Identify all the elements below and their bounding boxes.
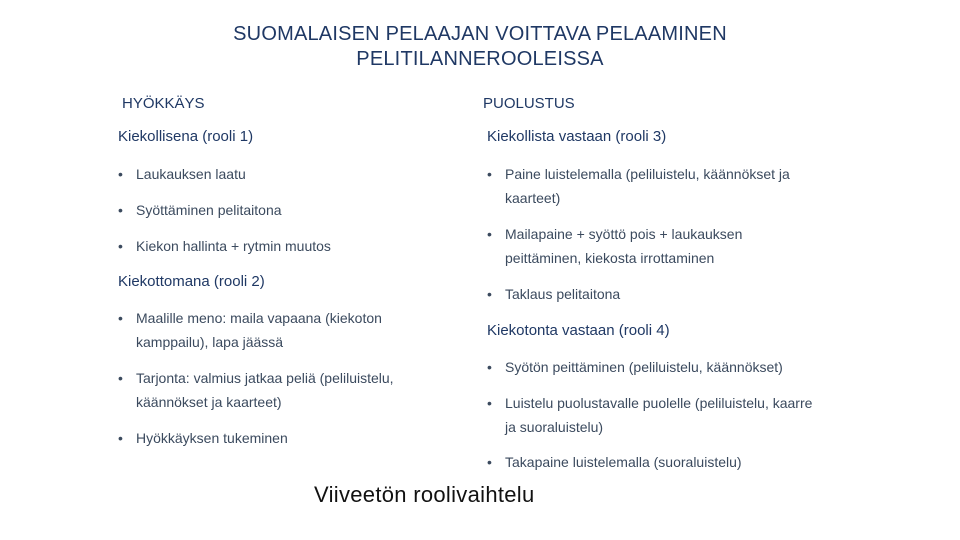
bullet-text: Paine luistelemalla (peliluistelu, käännökset ja kaarteet) bbox=[505, 166, 790, 206]
bullet-dot: • bbox=[487, 226, 492, 242]
bullet-text: Syöttäminen pelitaitona bbox=[136, 202, 282, 218]
list-item bbox=[487, 162, 842, 210]
bullet-dot: • bbox=[487, 286, 492, 302]
list-item bbox=[487, 391, 827, 439]
role-2-label: Kiekottomana (rooli 2) bbox=[118, 273, 265, 290]
role-3-label: Kiekollista vastaan (rooli 3) bbox=[487, 128, 667, 145]
list-item bbox=[118, 366, 448, 414]
bullet-text: Hyökkäyksen tukeminen bbox=[136, 430, 288, 446]
bullet-text: Mailapaine + syöttö pois + laukauksen peittäminen, kiekosta irrottaminen bbox=[505, 226, 743, 266]
bullet-dot: • bbox=[487, 395, 492, 411]
title-line-1: SUOMALAISEN PELAAJAN VOITTAVA PELAAMINEN bbox=[233, 23, 727, 45]
bullet-text: Syötön peittäminen (peliluistelu, käännökset) bbox=[505, 359, 783, 375]
bullet-dot: • bbox=[487, 454, 492, 470]
list-item bbox=[118, 426, 448, 450]
bullet-dot: • bbox=[487, 359, 492, 375]
bullet-text: Tarjonta: valmius jatkaa peliä (peliluistelu, käännökset ja kaarteet) bbox=[136, 370, 394, 410]
bullet-text: Kiekon hallinta + rytmin muutos bbox=[136, 238, 331, 254]
list-item bbox=[487, 450, 842, 474]
bullet-text: Taklaus pelitaitona bbox=[505, 286, 621, 302]
bullet-text: Maalille meno: maila vapaana (kiekoton kamppailu), lapa jäässä bbox=[136, 310, 382, 350]
role-4-label: Kiekotonta vastaan (rooli 4) bbox=[487, 322, 670, 339]
bullet-text: Takapaine luistelemalla (suoraluistelu) bbox=[505, 454, 742, 470]
list-item bbox=[118, 162, 448, 186]
attack-heading: HYÖKKÄYS bbox=[122, 95, 205, 112]
slide-title bbox=[0, 22, 960, 72]
bullet-text: Laukauksen laatu bbox=[136, 166, 246, 182]
bullet-dot: • bbox=[487, 166, 492, 182]
bullet-text: Luistelu puolustavalle puolelle (peliluistelu, kaarre ja suoraluistelu) bbox=[505, 395, 813, 435]
role-1-label: Kiekollisena (rooli 1) bbox=[118, 128, 254, 145]
list-item bbox=[118, 234, 448, 258]
list-item bbox=[118, 306, 436, 354]
title-line-2: PELITILANNEROOLEISSA bbox=[356, 48, 604, 70]
bullet-dot: • bbox=[118, 430, 123, 446]
list-item bbox=[487, 222, 807, 270]
list-item bbox=[487, 282, 842, 306]
list-item bbox=[487, 355, 847, 379]
list-item bbox=[118, 198, 448, 222]
bullet-dot: • bbox=[118, 202, 123, 218]
bullet-dot: • bbox=[118, 166, 123, 182]
defense-heading: PUOLUSTUS bbox=[483, 95, 575, 112]
bullet-dot: • bbox=[118, 310, 123, 326]
bullet-dot: • bbox=[118, 370, 123, 386]
bullet-dot: • bbox=[118, 238, 123, 254]
footer-text: Viiveetön roolivaihtelu bbox=[314, 482, 535, 507]
